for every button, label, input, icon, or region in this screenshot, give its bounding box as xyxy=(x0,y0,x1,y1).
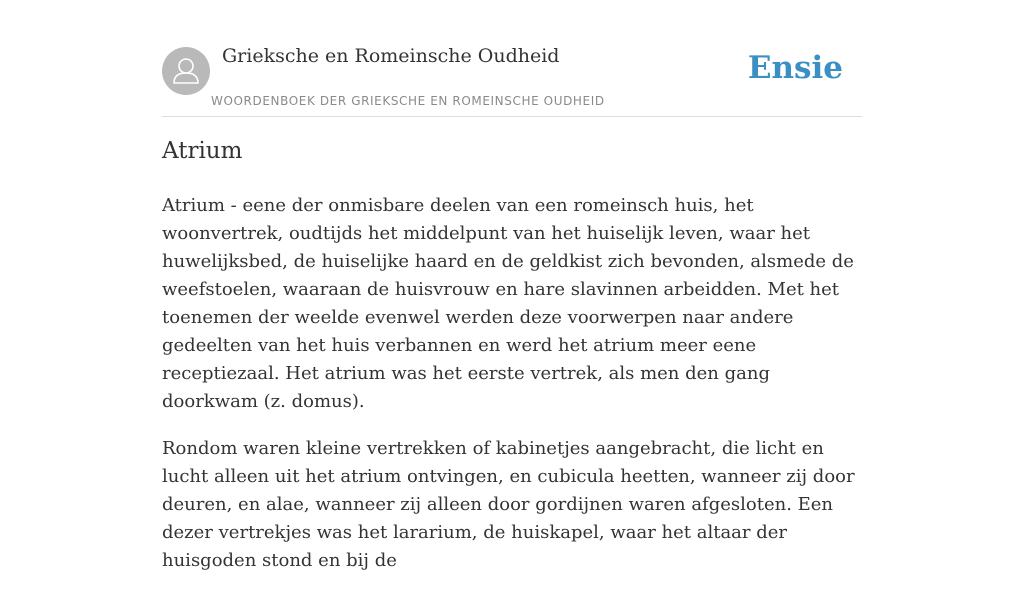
article-paragraph: Atrium - eene der onmisbare deelen van een romeinsch huis, het woonvertrek, oudtijds het middelpunt van het huiselijk leven, waar het huwelijksbed, de huiselijke haard en de geldkist zich bevonden, alsmede de weefstoelen, waaraan de huisvrouw en hare slavinnen arbeidden. Met het toenemen der weelde evenwel werden deze voorwerpen naar andere gedeelten van het huis verbannen en werd het atrium meer eene receptiezaal. Het atrium was het eerste vertrek, als men den gang doorkwam (z. domus). xyxy=(162,195,854,412)
article-title: Atrium xyxy=(162,138,243,164)
user-icon xyxy=(162,47,210,95)
avatar[interactable] xyxy=(162,47,210,95)
ensie-logo[interactable]: Ensie xyxy=(747,50,843,86)
article-paragraph: Rondom waren kleine vertrekken of kabinetjes aangebracht, die licht en lucht alleen uit het atrium ontvingen, en cubicula heetten, wanneer zij door deuren, en alae, wanneer zij alleen door gordijnen waren afgesloten. Een dezer vertrekjes was het lararium, de huiskapel, waar het altaar der huisgoden stond en bij de xyxy=(162,438,855,571)
source-subtitle: WOORDENBOEK DER GRIEKSCHE EN ROMEINSCHE OUDHEID xyxy=(211,94,605,108)
content-container xyxy=(162,0,862,571)
article-body xyxy=(162,192,862,594)
source-title-link[interactable]: Grieksche en Romeinsche Oudheid xyxy=(222,45,560,67)
header xyxy=(162,0,862,117)
